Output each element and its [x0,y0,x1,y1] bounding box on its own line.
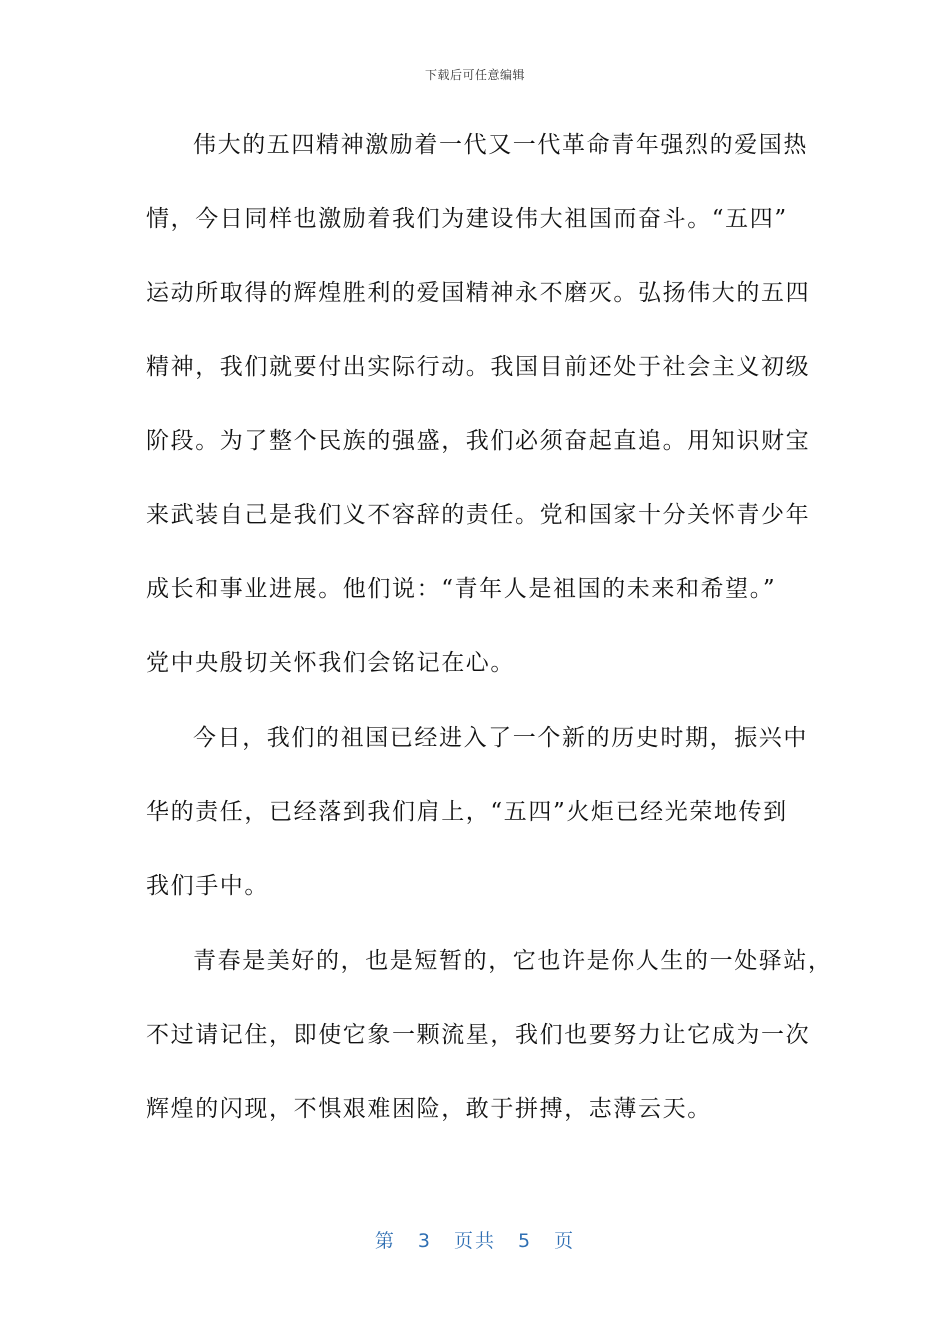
paragraph-2-line-2: 华的责任，已经落到我们肩上，“五四”火炬已经光荣地传到 [146,799,788,825]
paragraph-3-line-1: 青春是美好的，也是短暂的，它也许是你人生的一处驿站， [193,948,833,974]
paragraph-1-line-6: 来武装自己是我们义不容辞的责任。党和国家十分关怀青少年 [146,502,811,528]
paragraph-1-line-7: 成长和事业进展。他们说：“青年人是祖国的未来和希望。” [146,576,777,602]
paragraph-1-line-3: 运动所取得的辉煌胜利的爱国精神永不磨灭。弘扬伟大的五四 [146,280,811,306]
paragraph-1-line-8: 党中央殷切关怀我们会铭记在心。 [146,650,515,676]
paragraph-3-line-3: 辉煌的闪现，不惧艰难困险，敢于拼搏，志薄云天。 [146,1096,712,1122]
header-note: 下载后可任意编辑 [424,68,525,82]
paragraph-2-line-1: 今日，我们的祖国已经进入了一个新的历史时期，振兴中 [193,725,808,751]
paragraph-1-line-5: 阶段。为了整个民族的强盛，我们必须奋起直追。用知识财宝 [146,428,811,454]
paragraph-2-line-3: 我们手中。 [146,873,269,899]
paragraph-1-line-4: 精神，我们就要付出实际行动。我国目前还处于社会主义初级 [146,354,811,380]
paragraph-1-line-2: 情，今日同样也激励着我们为建设伟大祖国而奋斗。“五四” [146,206,788,232]
paragraph-3-line-2: 不过请记住，即使它象一颗流星，我们也要努力让它成为一次 [146,1022,811,1048]
paragraph-1-line-1: 伟大的五四精神激励着一代又一代革命青年强烈的爱国热 [193,132,808,158]
page-number-footer: 第 3 页共 5 页 [374,1230,576,1252]
